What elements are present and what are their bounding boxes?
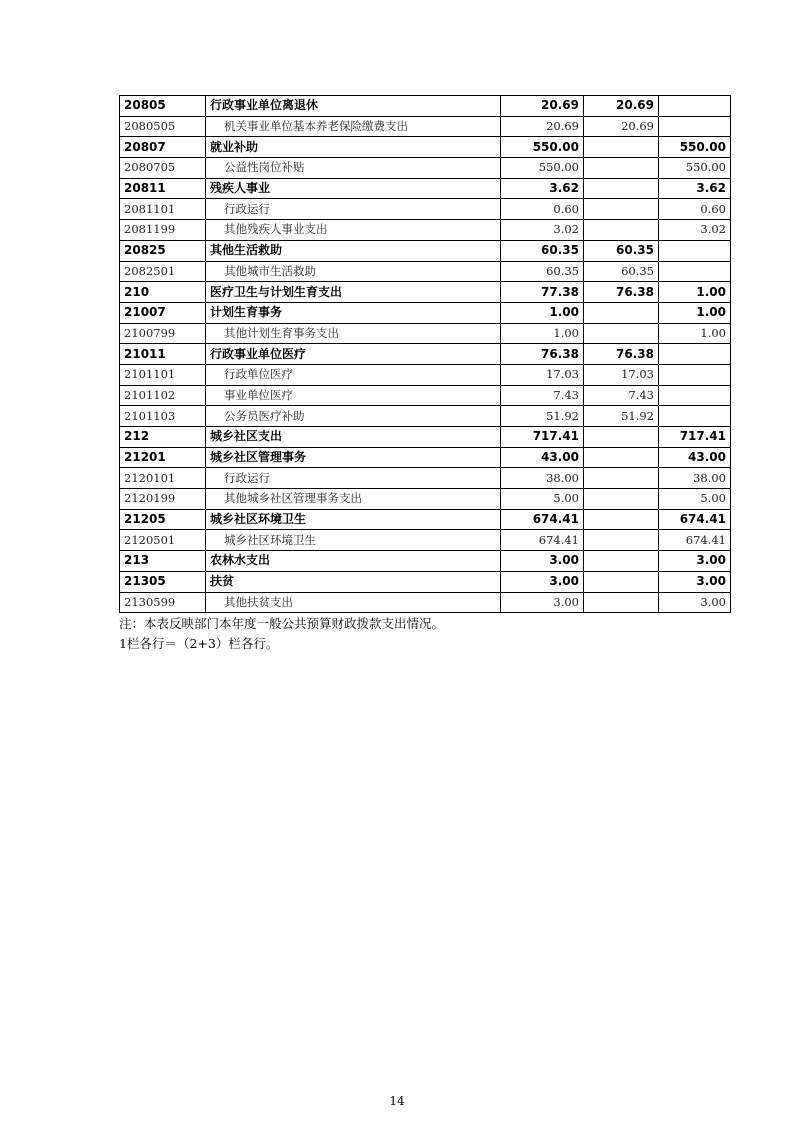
cell-basic: 60.35 <box>584 240 659 261</box>
table-row <box>120 489 731 510</box>
table-row <box>120 220 731 241</box>
cell-project <box>659 385 731 406</box>
cell-name: 计划生育事务 <box>206 302 501 323</box>
cell-project <box>659 116 731 137</box>
table-row <box>120 302 731 323</box>
cell-name: 农林水支出 <box>206 551 501 572</box>
cell-code: 20805 <box>120 96 206 117</box>
cell-code: 2120199 <box>120 489 206 510</box>
cell-total: 60.35 <box>501 240 584 261</box>
cell-basic <box>584 137 659 158</box>
cell-basic: 20.69 <box>584 96 659 117</box>
table-row <box>120 178 731 199</box>
cell-name: 城乡社区支出 <box>206 427 501 448</box>
cell-basic <box>584 489 659 510</box>
cell-total: 674.41 <box>501 509 584 530</box>
cell-project: 0.60 <box>659 199 731 220</box>
cell-code: 20811 <box>120 178 206 199</box>
cell-code: 21007 <box>120 302 206 323</box>
cell-code: 2080505 <box>120 116 206 137</box>
table-row <box>120 385 731 406</box>
cell-code: 21305 <box>120 571 206 592</box>
cell-project: 3.00 <box>659 571 731 592</box>
cell-project <box>659 344 731 365</box>
cell-basic: 20.69 <box>584 116 659 137</box>
cell-total: 38.00 <box>501 468 584 489</box>
cell-total: 7.43 <box>501 385 584 406</box>
cell-name: 其他生活救助 <box>206 240 501 261</box>
cell-basic: 76.38 <box>584 344 659 365</box>
cell-basic: 17.03 <box>584 364 659 385</box>
cell-name: 城乡社区环境卫生 <box>206 509 501 530</box>
cell-project: 550.00 <box>659 158 731 179</box>
cell-project: 5.00 <box>659 489 731 510</box>
cell-basic <box>584 468 659 489</box>
table-row <box>120 364 731 385</box>
cell-project: 3.62 <box>659 178 731 199</box>
table-row <box>120 447 731 468</box>
cell-code: 2082501 <box>120 261 206 282</box>
cell-total: 17.03 <box>501 364 584 385</box>
cell-total: 60.35 <box>501 261 584 282</box>
table-row <box>120 406 731 427</box>
cell-basic <box>584 447 659 468</box>
cell-project: 3.00 <box>659 551 731 572</box>
cell-code: 2120501 <box>120 530 206 551</box>
budget-expenditure-table <box>119 95 731 613</box>
table-row <box>120 468 731 489</box>
cell-name: 行政单位医疗 <box>206 364 501 385</box>
cell-total: 1.00 <box>501 323 584 344</box>
note-line-1: 注：本表反映部门本年度一般公共预算财政拨款支出情况。 <box>119 616 445 631</box>
cell-total: 20.69 <box>501 96 584 117</box>
cell-name: 行政事业单位离退休 <box>206 96 501 117</box>
table-row <box>120 571 731 592</box>
table-row <box>120 509 731 530</box>
note-line-2: 1栏各行＝（2+3）栏各行。 <box>119 636 279 651</box>
cell-name: 其他扶贫支出 <box>206 592 501 613</box>
cell-total: 5.00 <box>501 489 584 510</box>
cell-project <box>659 261 731 282</box>
cell-code: 2100799 <box>120 323 206 344</box>
cell-code: 20807 <box>120 137 206 158</box>
cell-project: 674.41 <box>659 530 731 551</box>
cell-project: 3.00 <box>659 592 731 613</box>
cell-code: 213 <box>120 551 206 572</box>
table-row <box>120 137 731 158</box>
cell-code: 21011 <box>120 344 206 365</box>
cell-total: 717.41 <box>501 427 584 448</box>
cell-name: 就业补助 <box>206 137 501 158</box>
cell-total: 3.00 <box>501 551 584 572</box>
cell-name: 残疾人事业 <box>206 178 501 199</box>
cell-project <box>659 96 731 117</box>
table-row <box>120 158 731 179</box>
cell-name: 扶贫 <box>206 571 501 592</box>
cell-basic <box>584 199 659 220</box>
table-row <box>120 116 731 137</box>
cell-basic <box>584 158 659 179</box>
cell-basic: 51.92 <box>584 406 659 427</box>
cell-total: 20.69 <box>501 116 584 137</box>
table-row <box>120 530 731 551</box>
cell-name: 城乡社区管理事务 <box>206 447 501 468</box>
cell-code: 2130599 <box>120 592 206 613</box>
cell-basic: 7.43 <box>584 385 659 406</box>
cell-code: 21205 <box>120 509 206 530</box>
cell-total: 3.00 <box>501 571 584 592</box>
cell-total: 77.38 <box>501 282 584 303</box>
cell-basic <box>584 551 659 572</box>
cell-name: 公益性岗位补贴 <box>206 158 501 179</box>
cell-project: 1.00 <box>659 302 731 323</box>
cell-code: 2080705 <box>120 158 206 179</box>
cell-total: 3.62 <box>501 178 584 199</box>
cell-basic <box>584 571 659 592</box>
table-row <box>120 551 731 572</box>
table-row <box>120 199 731 220</box>
cell-code: 21201 <box>120 447 206 468</box>
cell-project: 38.00 <box>659 468 731 489</box>
cell-project: 717.41 <box>659 427 731 448</box>
table-row <box>120 240 731 261</box>
cell-project: 550.00 <box>659 137 731 158</box>
cell-basic <box>584 530 659 551</box>
cell-basic <box>584 302 659 323</box>
cell-code: 20825 <box>120 240 206 261</box>
cell-total: 550.00 <box>501 137 584 158</box>
cell-total: 550.00 <box>501 158 584 179</box>
cell-name: 行政运行 <box>206 199 501 220</box>
table-row <box>120 96 731 117</box>
cell-name: 其他计划生育事务支出 <box>206 323 501 344</box>
cell-project: 43.00 <box>659 447 731 468</box>
cell-total: 3.00 <box>501 592 584 613</box>
cell-total: 1.00 <box>501 302 584 323</box>
table-row <box>120 427 731 448</box>
cell-basic <box>584 220 659 241</box>
cell-total: 43.00 <box>501 447 584 468</box>
cell-basic <box>584 509 659 530</box>
cell-basic: 76.38 <box>584 282 659 303</box>
cell-code: 212 <box>120 427 206 448</box>
cell-name: 其他残疾人事业支出 <box>206 220 501 241</box>
cell-code: 2101103 <box>120 406 206 427</box>
cell-name: 公务员医疗补助 <box>206 406 501 427</box>
cell-code: 2120101 <box>120 468 206 489</box>
cell-name: 机关事业单位基本养老保险缴费支出 <box>206 116 501 137</box>
cell-code: 210 <box>120 282 206 303</box>
page-number: 14 <box>389 1094 405 1108</box>
cell-name: 其他城市生活救助 <box>206 261 501 282</box>
cell-code: 2101102 <box>120 385 206 406</box>
cell-basic <box>584 178 659 199</box>
cell-name: 事业单位医疗 <box>206 385 501 406</box>
table-row <box>120 282 731 303</box>
cell-project <box>659 406 731 427</box>
cell-total: 0.60 <box>501 199 584 220</box>
cell-total: 76.38 <box>501 344 584 365</box>
cell-project <box>659 240 731 261</box>
table-notes <box>119 614 444 654</box>
cell-total: 51.92 <box>501 406 584 427</box>
cell-project <box>659 364 731 385</box>
cell-name: 其他城乡社区管理事务支出 <box>206 489 501 510</box>
table-body <box>120 96 731 613</box>
cell-name: 行政运行 <box>206 468 501 489</box>
cell-basic <box>584 592 659 613</box>
cell-project: 1.00 <box>659 282 731 303</box>
cell-total: 674.41 <box>501 530 584 551</box>
table-row <box>120 261 731 282</box>
cell-basic: 60.35 <box>584 261 659 282</box>
table-row <box>120 592 731 613</box>
cell-name: 医疗卫生与计划生育支出 <box>206 282 501 303</box>
cell-code: 2101101 <box>120 364 206 385</box>
cell-name: 行政事业单位医疗 <box>206 344 501 365</box>
cell-basic <box>584 427 659 448</box>
cell-name: 城乡社区环境卫生 <box>206 530 501 551</box>
cell-code: 2081199 <box>120 220 206 241</box>
table-row <box>120 344 731 365</box>
cell-project: 1.00 <box>659 323 731 344</box>
cell-total: 3.02 <box>501 220 584 241</box>
cell-project: 3.02 <box>659 220 731 241</box>
cell-basic <box>584 323 659 344</box>
cell-project: 674.41 <box>659 509 731 530</box>
table-row <box>120 323 731 344</box>
cell-code: 2081101 <box>120 199 206 220</box>
